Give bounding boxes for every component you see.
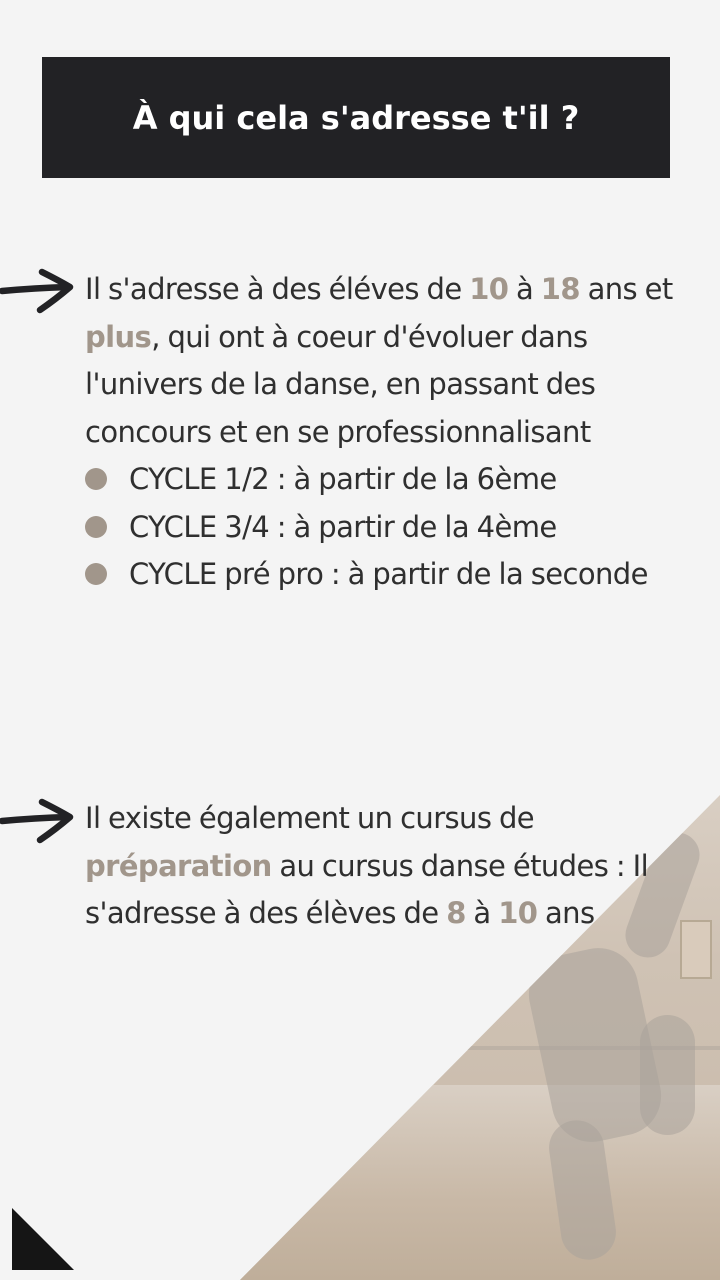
preparation-text: au cursus danse études : Il s'adresse à des élèves de	[85, 848, 649, 930]
preparation-highlight: préparation	[85, 848, 272, 883]
cycle-label: CYCLE pré pro : à partir de la seconde	[129, 557, 648, 591]
arrow-right-icon	[0, 796, 76, 844]
intro-text: Il s'adresse à des éléves de	[85, 272, 470, 306]
corner-triangle-icon	[12, 1208, 74, 1270]
preparation-text: Il existe également un cursus de	[85, 801, 534, 835]
intro-text: , qui ont à coeur d'évoluer dans l'univers de la danse, en passant des concours et en se professionnalisant	[85, 319, 596, 449]
plus-highlight: plus	[85, 319, 152, 354]
cycle-label: CYCLE 3/4 : à partir de la 4ème	[129, 509, 557, 544]
dancer-figure	[640, 1015, 695, 1135]
age-min-highlight: 8	[446, 896, 466, 930]
age-max-highlight: 18	[540, 272, 580, 306]
cycle-list-item	[85, 504, 685, 552]
cycle-list-item	[85, 551, 685, 599]
arrow-right-icon	[0, 266, 76, 314]
page-title: À qui cela s'adresse t'il ?	[132, 98, 580, 137]
preparation-text: à	[465, 896, 499, 930]
intro-text: à	[508, 272, 541, 306]
intro-text: ans et	[579, 272, 673, 306]
cycle-list-item	[85, 456, 685, 504]
audience-description	[85, 266, 685, 599]
bullet-icon	[85, 516, 107, 538]
preparation-description	[85, 795, 685, 938]
preparation-text: ans	[537, 896, 595, 930]
bullet-icon	[85, 563, 107, 585]
cycle-label: CYCLE 1/2 : à partir de la 6ème	[129, 462, 557, 496]
page-title-banner	[42, 57, 670, 178]
age-min-highlight: 10	[469, 272, 509, 306]
age-max-highlight: 10	[498, 896, 538, 930]
bullet-icon	[85, 468, 107, 490]
